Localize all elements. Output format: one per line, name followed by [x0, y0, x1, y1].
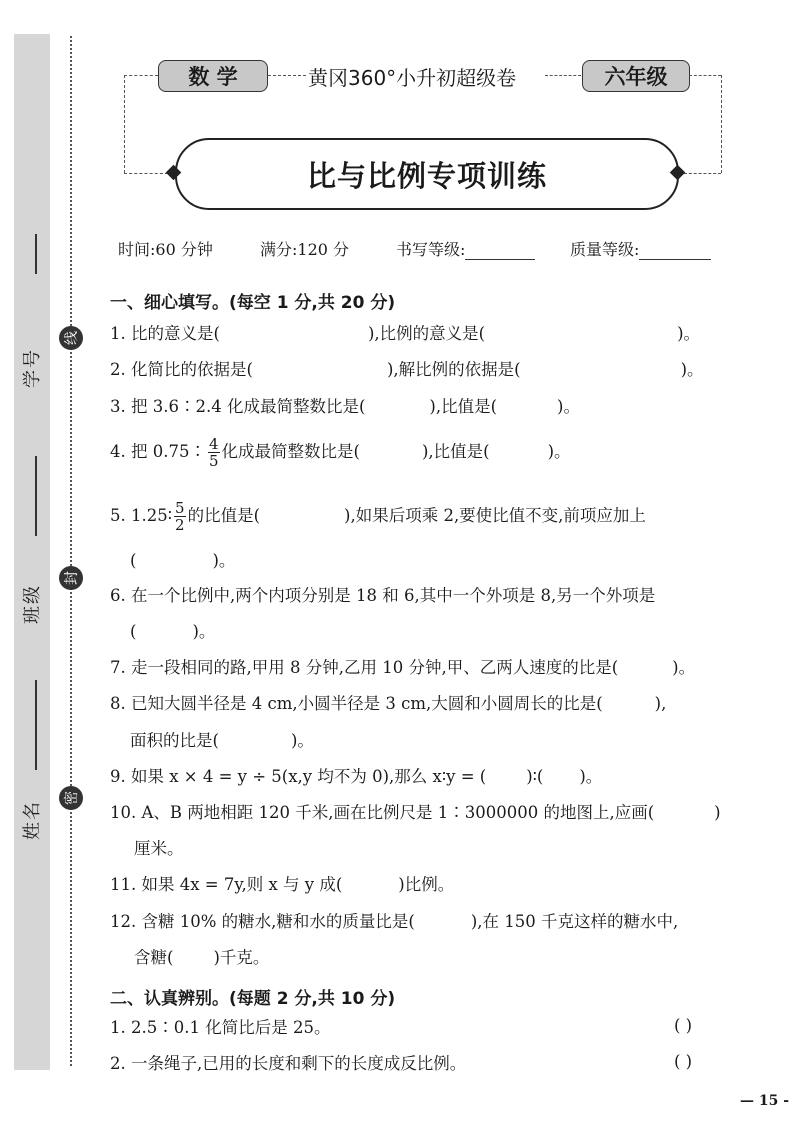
- quality-grade: 质量等级:: [570, 237, 711, 260]
- student-id-label: 学号: [22, 348, 43, 388]
- fraction-4-5: $\frac{4}{5}$: [208, 435, 219, 470]
- frame-dash-bottom-left: [124, 173, 168, 174]
- subject-pill: 数 学: [158, 60, 268, 92]
- name-line: [35, 680, 37, 770]
- judge-question-1: 1. 2.5∶0.1 化简比后是 25。: [110, 1018, 331, 1037]
- frame-dash-right: [721, 75, 722, 173]
- seal-mark-secret: 密: [59, 786, 83, 810]
- question-6-cont: ( )。: [130, 622, 216, 641]
- question-4: 4. 把 0.75∶ $\frac{4}{5}$ 化成最简整数比是( ),比值是( )。: [110, 435, 571, 470]
- question-12-cont: 含糖( )千克。: [134, 948, 270, 967]
- grade-pill: 六年级: [582, 60, 690, 92]
- frame-dash-top-right: [689, 75, 721, 76]
- judge-answer-2[interactable]: ( ): [674, 1052, 693, 1071]
- class-label: 班级: [22, 584, 43, 624]
- question-11: 11. 如果 4x = 7y,则 x 与 y 成( )比例。: [110, 875, 455, 894]
- question-10: 10. A、B 两地相距 120 千米,画在比例尺是 1∶3000000 的地图上,应画( ): [110, 803, 721, 822]
- binding-sidebar: [14, 34, 50, 1070]
- header-dash-left: [268, 75, 306, 76]
- seal-mark-line: 线: [59, 326, 83, 350]
- question-6: 6. 在一个比例中,两个内项分别是 18 和 6,其中一个外项是 8,另一个外项是: [110, 586, 656, 605]
- frame-dash-top-left: [124, 75, 158, 76]
- question-7: 7. 走一段相同的路,甲用 8 分钟,乙用 10 分钟,甲、乙两人速度的比是( )。: [110, 658, 696, 677]
- cut-line: [70, 36, 72, 1066]
- series-title: 黄冈360°小升初超级卷: [308, 66, 517, 90]
- page-number: — 15 -: [740, 1093, 790, 1109]
- frame-dash-left: [124, 75, 125, 173]
- question-5-cont: ( )。: [130, 551, 236, 570]
- student-id-line: [35, 234, 37, 274]
- writing-grade-blank[interactable]: [465, 259, 535, 260]
- section2-title: 二、认真辨别。(每题 2 分,共 10 分): [110, 989, 396, 1009]
- question-8-cont: 面积的比是( )。: [130, 731, 314, 750]
- question-2: 2. 化简比的依据是( ),解比例的依据是( )。: [110, 360, 704, 379]
- question-3: 3. 把 3.6∶2.4 化成最简整数比是( ),比值是( )。: [110, 397, 580, 416]
- time-info: 时间:60 分钟: [118, 240, 213, 259]
- judge-answer-1[interactable]: ( ): [674, 1016, 693, 1035]
- quality-grade-blank[interactable]: [639, 259, 711, 260]
- seal-mark-seal: 封: [59, 566, 83, 590]
- question-12: 12. 含糖 10% 的糖水,糖和水的质量比是( ),在 150 千克这样的糖水中,: [110, 912, 679, 931]
- frame-dash-bottom-right: [684, 173, 721, 174]
- class-line: [35, 456, 37, 536]
- question-9: 9. 如果 x × 4 = y ÷ 5(x,y 均不为 0),那么 x∶y = ( )∶( )。: [110, 767, 603, 786]
- section1-title: 一、细心填写。(每空 1 分,共 20 分): [110, 293, 396, 313]
- question-5: 5. 1.25∶ $\frac{5}{2}$ 的比值是( ),如果后项乘 2,要使比值不变,前项应加上: [110, 499, 646, 534]
- question-10-cont: 厘米。: [134, 839, 184, 858]
- writing-grade: 书写等级:: [396, 237, 535, 260]
- worksheet-title: 比与比例专项训练: [175, 138, 679, 210]
- question-8: 8. 已知大圆半径是 4 cm,小圆半径是 3 cm,大圆和小圆周长的比是( ),: [110, 694, 667, 713]
- name-label: 姓名: [22, 800, 43, 840]
- question-1: 1. 比的意义是( ),比例的意义是( )。: [110, 324, 700, 343]
- fraction-5-2: $\frac{5}{2}$: [175, 499, 185, 534]
- score-info: 满分:120 分: [260, 240, 350, 259]
- header-dash-right: [545, 75, 581, 76]
- judge-question-2: 2. 一条绳子,已用的长度和剩下的长度成反比例。: [110, 1054, 467, 1073]
